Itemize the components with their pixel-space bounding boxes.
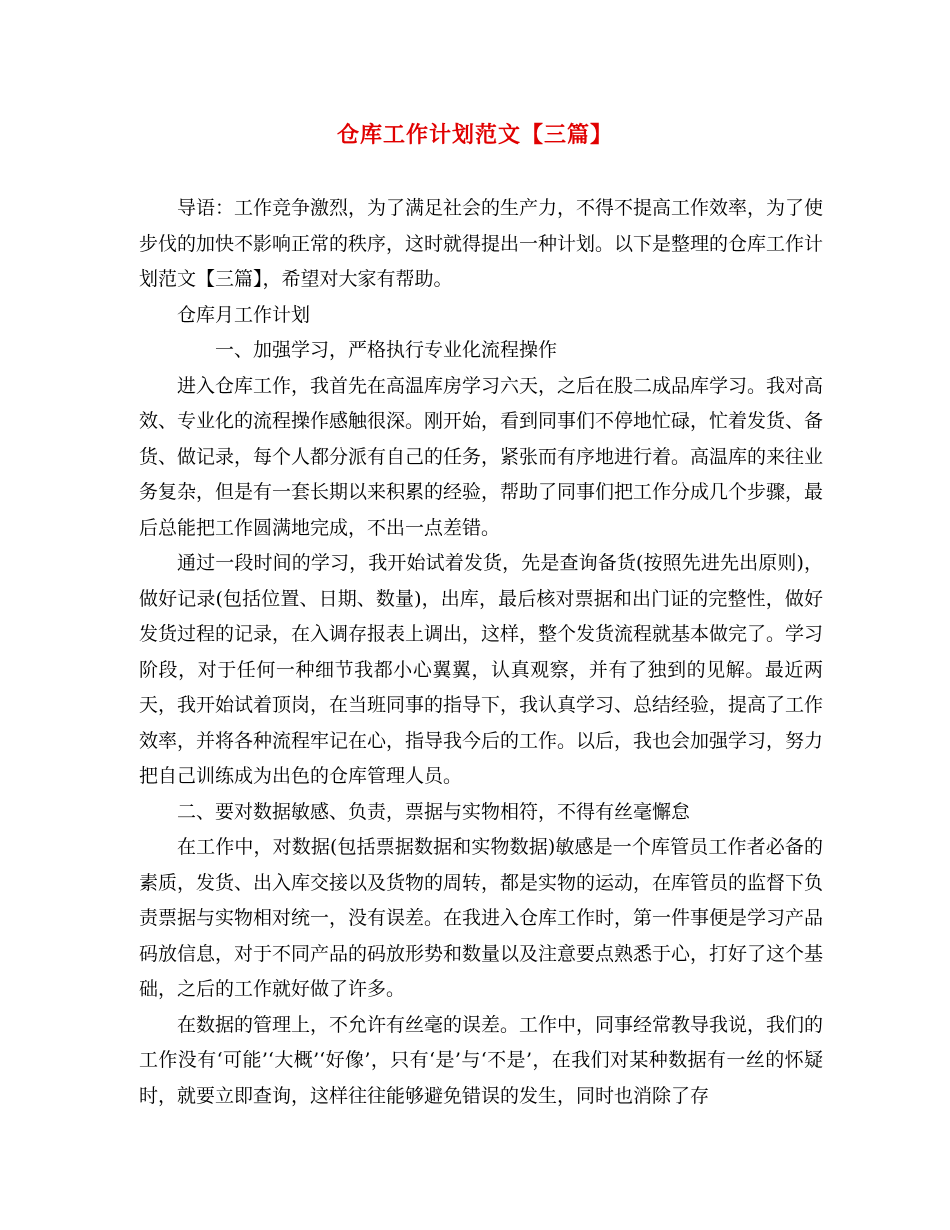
body-paragraph: 进入仓库工作，我首先在高温库房学习六天，之后在股二成品库学习。我对高效、专业化的流程操作感触很深。刚开始，看到同事们不停地忙碌，忙着发货、备货、做记录，每个人都分派有自己的任务，紧张而有序地进行着。高温库的来往业务复杂，但是有一套长期以来积累的经验，帮助了同事们把工作分成几个步骤，最后总能把工作圆满地完成，不出一点差错。 [139,374,824,539]
intro-paragraph: 导语：工作竞争激烈，为了满足社会的生产力，不得不提高工作效率，为了使步伐的加快不影响正常的秩序，这时就得提出一种计划。以下是整理的仓库工作计划范文【三篇】，希望对大家有帮助。 [139,197,824,290]
point-1-heading: 一、加强学习，严格执行专业化流程操作 [215,339,558,361]
body-paragraph: 在数据的管理上，不允许有丝毫的误差。工作中，同事经常教导我说，我们的工作没有‘可能’‘大概’‘好像’，只有‘是’与‘不是’，在我们对某种数据有一丝的怀疑时，就要立即查询，这样往往能够避免错误的发生，同时也消除了存 [139,1013,824,1107]
body-paragraph: 在工作中，对数据(包括票据数据和实物数据)敏感是一个库管员工作者必备的素质，发货、出入库交接以及货物的周转，都是实物的运动，在库管员的监督下负责票据与实物相对统一，没有误差。在我进入仓库工作时，第一件事便是学习产品码放信息，对于不同产品的码放形势和数量以及注意要点熟悉于心，打好了这个基础，之后的工作就好做了许多。 [139,836,824,1000]
document-title: 仓库工作计划范文【三篇】 [336,122,613,148]
body-paragraph: 通过一段时间的学习，我开始试着发货，先是查询备货(按照先进先出原则)，做好记录(包括位置、日期、数量)，出库，最后核对票据和出门证的完整性，做好发货过程的记录，在入调存报表上调出，这样，整个发货流程就基本做完了。学习阶段，对于任何一种细节我都小心翼翼，认真观察，并有了独到的见解。最近两天，我开始试着顶岗，在当班同事的指导下，我认真学习、总结经验，提高了工作效率，并将各种流程牢记在心，指导我今后的工作。以后，我也会加强学习，努力把自己训练成为出色的仓库管理人员。 [139,552,824,787]
document-body [139,191,823,1114]
point-2-heading: 二、要对数据敏感、负责，票据与实物相符，不得有丝毫懈怠 [177,800,691,823]
section-heading: 仓库月工作计划 [177,303,311,326]
